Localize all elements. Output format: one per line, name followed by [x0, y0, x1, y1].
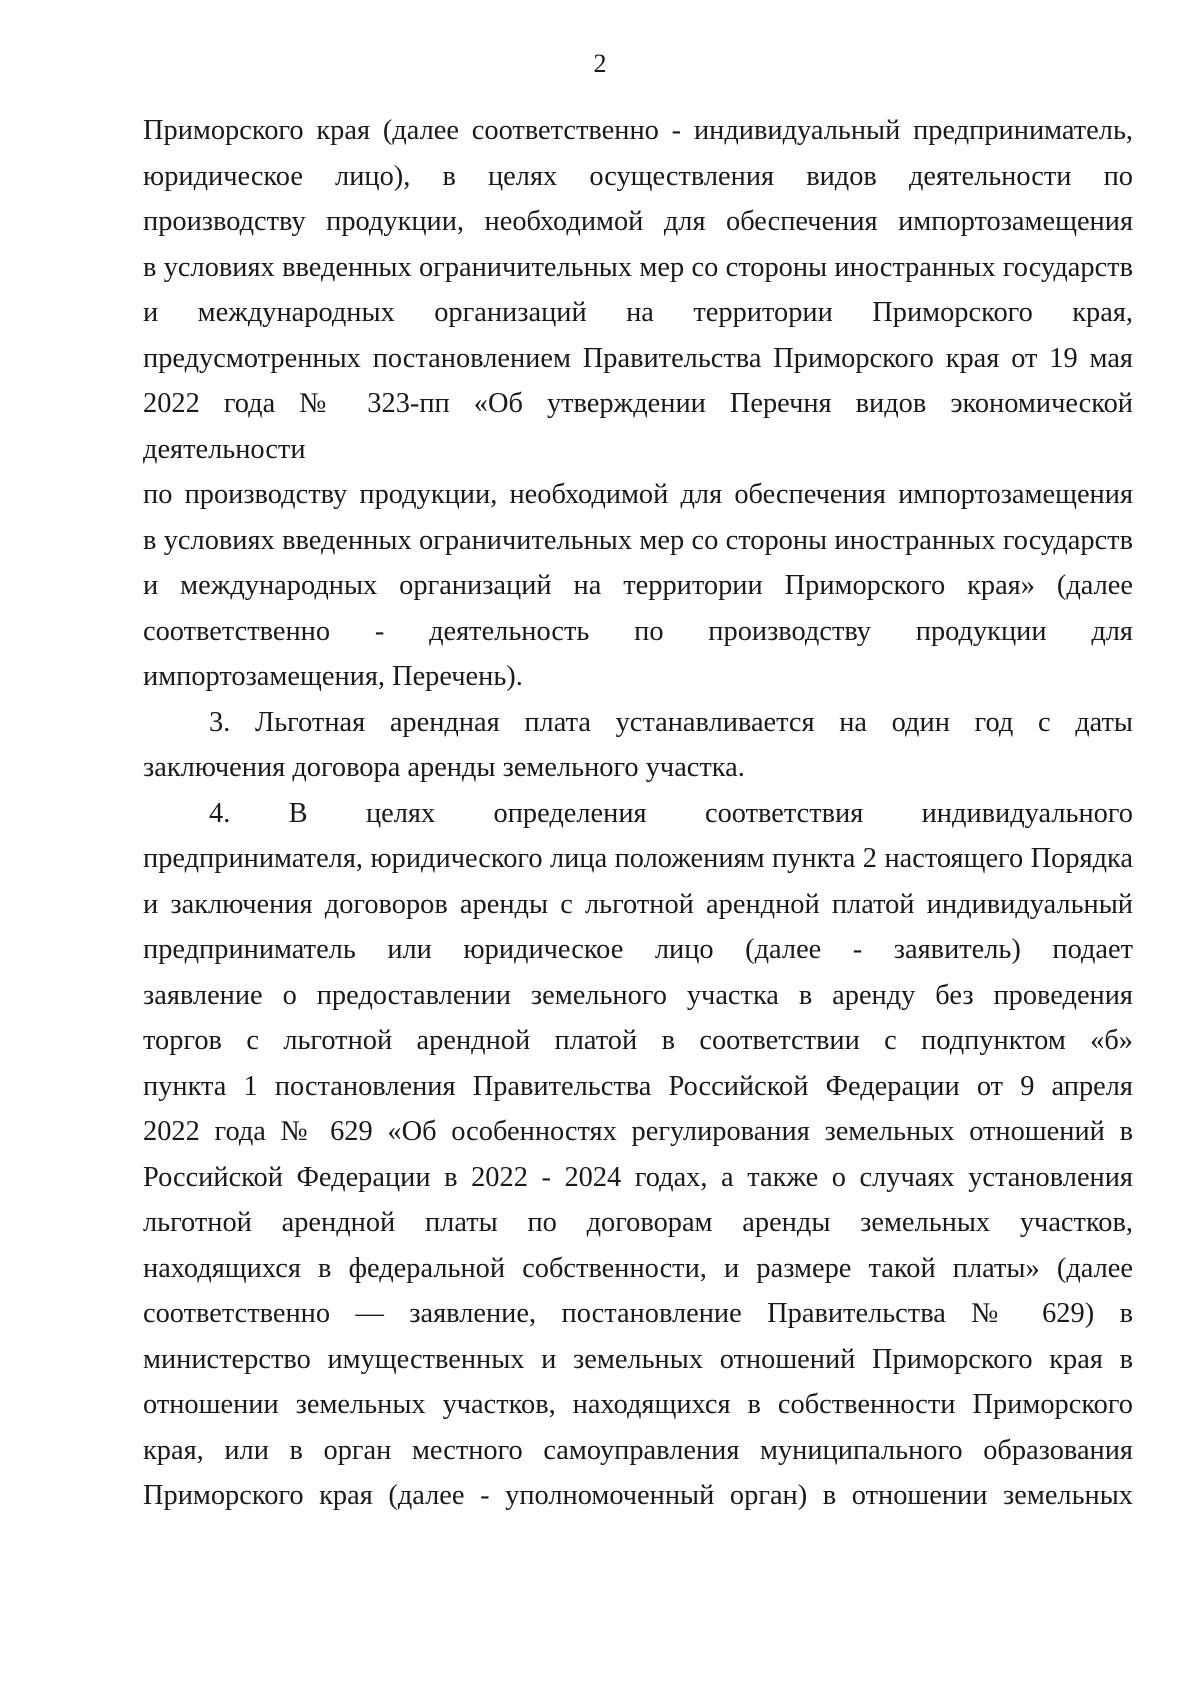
- text-line: производству продукции, необходимой для обеспечения импортозамещения: [143, 206, 1133, 237]
- text-line: Российской Федерации в 2022 - 2024 годах, а также о случаях установления: [143, 1161, 1133, 1193]
- page-number: 2: [593, 49, 607, 78]
- text-line: 2022 года № 323-пп «Об утверждении Перечня видов экономической деятельности: [143, 388, 1133, 465]
- text-line: предусмотренных постановлением Правительства Приморского края от 19 мая: [143, 342, 1133, 374]
- text-line: министерство имущественных и земельных отношений Приморского края в: [143, 1343, 1133, 1375]
- paragraph-item-4: [143, 791, 1133, 1519]
- paragraph-item-3: [143, 700, 1133, 791]
- text-line: и международных организаций на территории Приморского края» (далее: [143, 570, 1133, 601]
- text-line: заключения договора аренды земельного участка.: [143, 752, 745, 783]
- text-line: в условиях введенных ограничительных мер со стороны иностранных государств: [143, 524, 1133, 556]
- text-line: предприниматель или юридическое лицо (далее - заявитель) подает: [143, 934, 1133, 965]
- text-line: по производству продукции, необходимой для обеспечения импортозамещения: [143, 479, 1133, 510]
- text-line: отношении земельных участков, находящихся в собственности Приморского: [143, 1389, 1133, 1420]
- text-line: юридическое лицо), в целях осуществления видов деятельности по: [143, 160, 1133, 192]
- text-line: Приморского края (далее - уполномоченный орган) в отношении земельных: [143, 1480, 1133, 1511]
- text-line: в условиях введенных ограничительных мер со стороны иностранных государств: [143, 251, 1133, 283]
- text-line: и международных организаций на территории Приморского края,: [143, 297, 1133, 328]
- text-line: 2022 года № 629 «Об особенностях регулирования земельных отношений в: [143, 1116, 1133, 1147]
- text-line: льготной арендной платы по договорам аренды земельных участков,: [143, 1207, 1133, 1238]
- document-body: [143, 108, 1133, 1519]
- text-line: 3. Льготная арендная плата устанавливается на один год с даты: [209, 706, 1133, 738]
- text-line: торгов с льготной арендной платой в соответствии с подпунктом «б»: [143, 1025, 1133, 1056]
- text-line: соответственно — заявление, постановление Правительства № 629) в: [143, 1298, 1133, 1329]
- text-line: 4. В целях определения соответствия индивидуального: [209, 797, 1133, 829]
- text-line: импортозамещения, Перечень).: [143, 661, 523, 692]
- text-line: и заключения договоров аренды с льготной арендной платой индивидуальный: [143, 888, 1133, 920]
- paragraph-continuation: [143, 108, 1133, 700]
- text-line: края, или в орган местного самоуправления муниципального образования: [143, 1434, 1133, 1466]
- text-line: пункта 1 постановления Правительства Российской Федерации от 9 апреля: [143, 1070, 1133, 1102]
- text-line: предпринимателя, юридического лица положениям пункта 2 настоящего Порядка: [143, 843, 1133, 874]
- text-line: находящихся в федеральной собственности, и размере такой платы» (далее: [143, 1252, 1133, 1284]
- text-line: соответственно - деятельность по производству продукции для: [143, 615, 1133, 647]
- text-line: Приморского края (далее соответственно - индивидуальный предприниматель,: [143, 115, 1133, 146]
- text-line: заявление о предоставлении земельного участка в аренду без проведения: [143, 979, 1133, 1011]
